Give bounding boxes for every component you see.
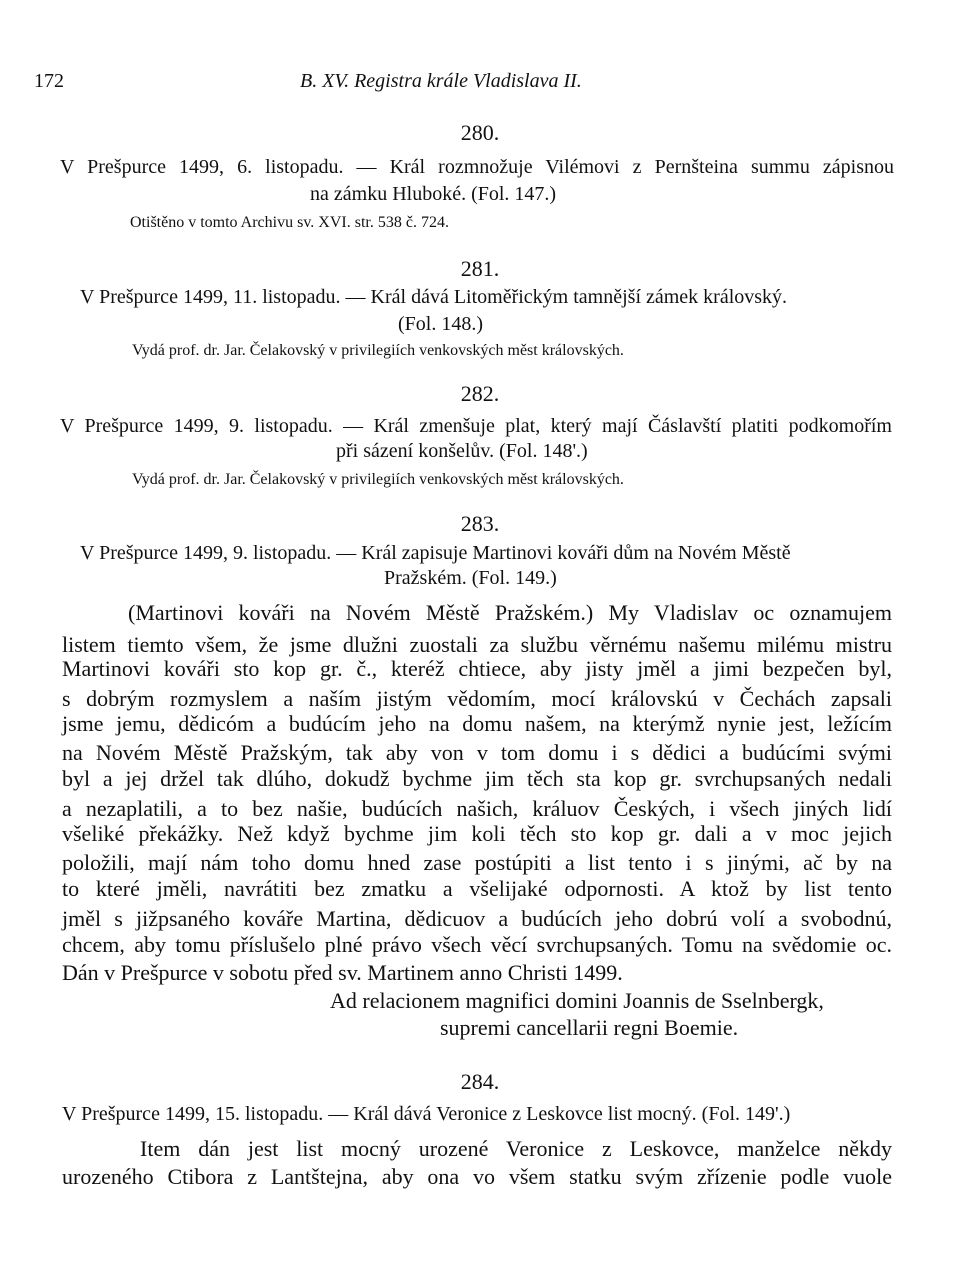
running-title: B. XV. Registra krále Vladislava II. bbox=[300, 70, 582, 92]
charter-text-line: s dobrým rozmyslem a naším jistým vědomím, mocí královskú v Čechách zapsali bbox=[62, 686, 892, 711]
charter-text-line: Martinovi kováři sto kop gr. č., kteréž chtiece, aby jisty jměl a jimi bezpečen byl, bbox=[62, 656, 892, 681]
charter-text-line: a nezaplatili, a to bez našie, budúcích našich, králuov Českých, i všech jiných lidí bbox=[62, 796, 892, 821]
relation-line: supremi cancellarii regni Boemie. bbox=[440, 1015, 739, 1040]
charter-text-line: Dán v Prešpurce v sobotu před sv. Martinem anno Christi 1499. bbox=[62, 960, 623, 985]
edition-note: Vydá prof. dr. Jar. Čelakovský v privilegiích venkovských měst královských. bbox=[132, 471, 624, 488]
charter-text-line: byl a jej držel tak dlúho, dokudž bychme jim těch sta kop gr. svrchupsaných nedali bbox=[62, 766, 892, 791]
charter-text-line: jsme jemu, dědicóm a budúcím jeho na domu našem, na kterýmž nynie jest, ležícím bbox=[62, 711, 892, 736]
charter-text-line: (Martinovi kováři na Novém Městě Pražském.) My Vladislav oc oznamujem bbox=[128, 600, 892, 625]
regest-line: V Prešpurce 1499, 9. listopadu. — Král zapisuje Martinovi kováři dům na Novém Městě bbox=[80, 542, 791, 564]
entry-number: 280. bbox=[460, 120, 500, 145]
regest-line: při sázení konšelův. (Fol. 148'.) bbox=[336, 440, 588, 462]
edition-note: Otištěno v tomto Archivu sv. XVI. str. 538 č. 724. bbox=[130, 214, 449, 231]
edition-note: Vydá prof. dr. Jar. Čelakovský v privilegiích venkovských měst královských. bbox=[132, 342, 624, 359]
regest-line: V Prešpurce 1499, 9. listopadu. — Král zmenšuje plat, který mají Čáslavští platiti podkomořím bbox=[60, 415, 892, 437]
entry-number: 282. bbox=[460, 381, 500, 406]
charter-text-line: jměl s jižpsaného kováře Martina, dědicuov a budúcích jeho dobrú volí a svobodnú, bbox=[62, 906, 892, 931]
relation-line: Ad relacionem magnifici domini Joannis de Sselnbergk, bbox=[330, 988, 824, 1013]
regest-line: V Prešpurce 1499, 15. listopadu. — Král dává Veronice z Leskovce list mocný. (Fol. 149'.) bbox=[62, 1103, 791, 1125]
charter-text-line: to které jměli, navrátiti bez zmatku a všelijaké odpornosti. A ktož by list tento bbox=[62, 876, 892, 901]
charter-text-line: chcem, aby tomu příslušelo plné právo všech věcí svrchupsaných. Tomu na svědomie oc. bbox=[62, 932, 892, 957]
entry-number: 281. bbox=[460, 256, 500, 281]
regest-line: (Fol. 148.) bbox=[398, 313, 483, 335]
charter-text-line: všeliké překážky. Než když bychme jim koli těch sto kop gr. dali a v moc jejich bbox=[62, 821, 892, 846]
charter-text-line: Item dán jest list mocný urozené Veronice z Leskovce, manželce někdy bbox=[140, 1136, 892, 1161]
regest-line: V Prešpurce 1499, 11. listopadu. — Král dává Litoměřickým tamnější zámek královský. bbox=[80, 286, 788, 308]
page-number: 172 bbox=[34, 70, 64, 92]
regest-line: na zámku Hluboké. (Fol. 147.) bbox=[310, 183, 557, 205]
entry-number: 284. bbox=[460, 1069, 500, 1094]
regest-line: Pražském. (Fol. 149.) bbox=[384, 567, 557, 589]
regest-line: V Prešpurce 1499, 6. listopadu. — Král rozmnožuje Vilémovi z Pernšteina summu zápisnou bbox=[60, 156, 894, 178]
charter-text-line: urozeného Ctibora z Lantštejna, aby ona vo všem statku svým zřízenie podle vuole bbox=[62, 1164, 892, 1189]
charter-text-line: položili, mají nám toho domu hned zase postúpiti a list tento i s jinými, ač by na bbox=[62, 850, 892, 875]
entry-number: 283. bbox=[460, 511, 500, 536]
charter-text-line: na Novém Městě Pražským, tak aby von v tom domu i s dědici a budúcími svými bbox=[62, 740, 892, 765]
charter-text-line: listem tiemto všem, že jsme dlužni zuostali za službu věrnému našemu milému mistru bbox=[62, 632, 892, 657]
